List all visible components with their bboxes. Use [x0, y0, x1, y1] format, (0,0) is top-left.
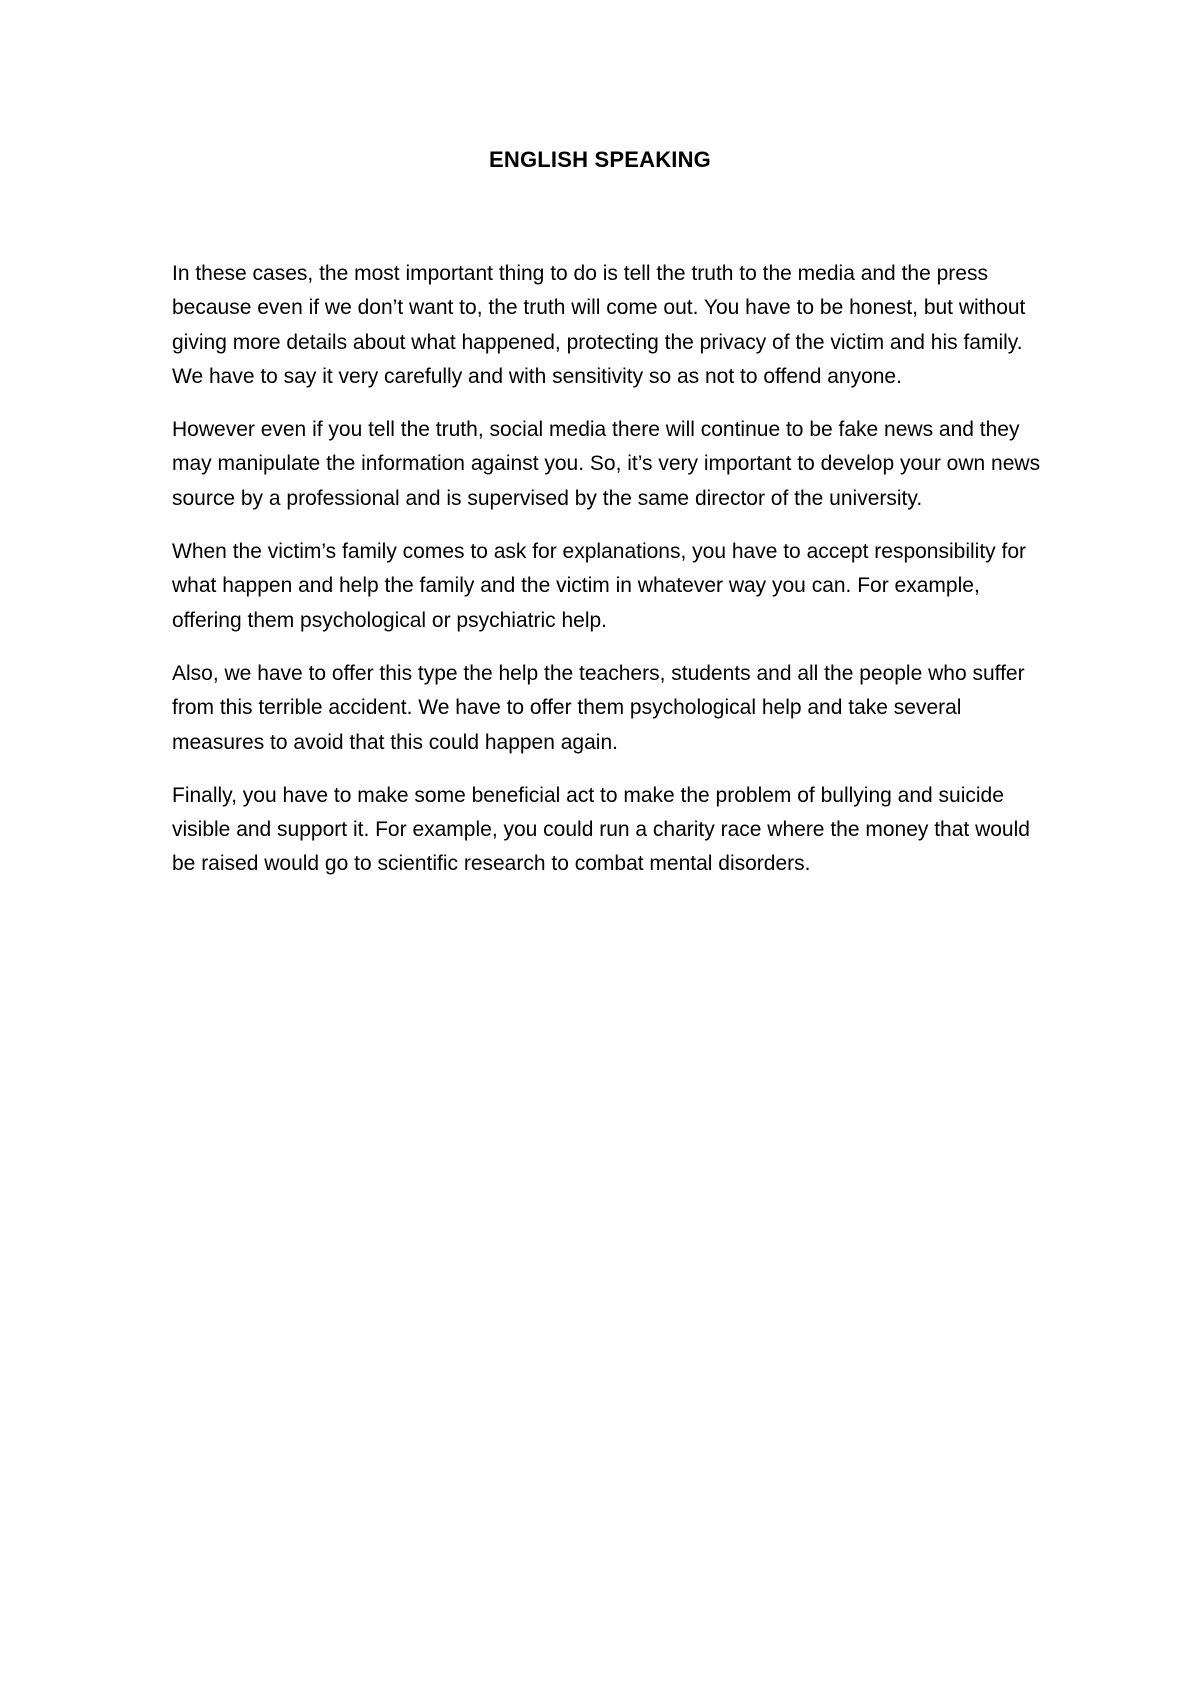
paragraph-4: Also, we have to offer this type the help the teachers, students and all the people who suffer from this terrible accident. We have to offer them psychological help and take several measures to avoid that this could happen again.: [172, 661, 1025, 754]
document-title: ENGLISH SPEAKING: [488, 147, 711, 172]
paragraph-2: However even if you tell the truth, social media there will continue to be fake news and they may manipulate the information against you. So, it’s very important to develop your own news source by a professional and is supervised by the same director of the university.: [172, 418, 1041, 510]
paragraph-5: Finally, you have to make some beneficial act to make the problem of bullying and suicide visible and support it. For example, you could run a charity race where the money that would be raised would go to scientific research to combat mental disorders.: [172, 783, 1030, 876]
paragraph-3: When the victim’s family comes to ask for explanations, you have to accept responsibility for what happen and help the family and the victim in whatever way you can. For example, offering them psychological or psychiatric help.: [172, 540, 1026, 632]
paragraph-1: In these cases, the most important thing to do is tell the truth to the media and the press because even if we don’t want to, the truth will come out. You have to be honest, but without giving more details about what happened, protecting the privacy of the victim and his family. We have to say it very carefully and with sensitivity so as not to offend anyone.: [172, 262, 1026, 388]
document-body: [172, 257, 1042, 901]
